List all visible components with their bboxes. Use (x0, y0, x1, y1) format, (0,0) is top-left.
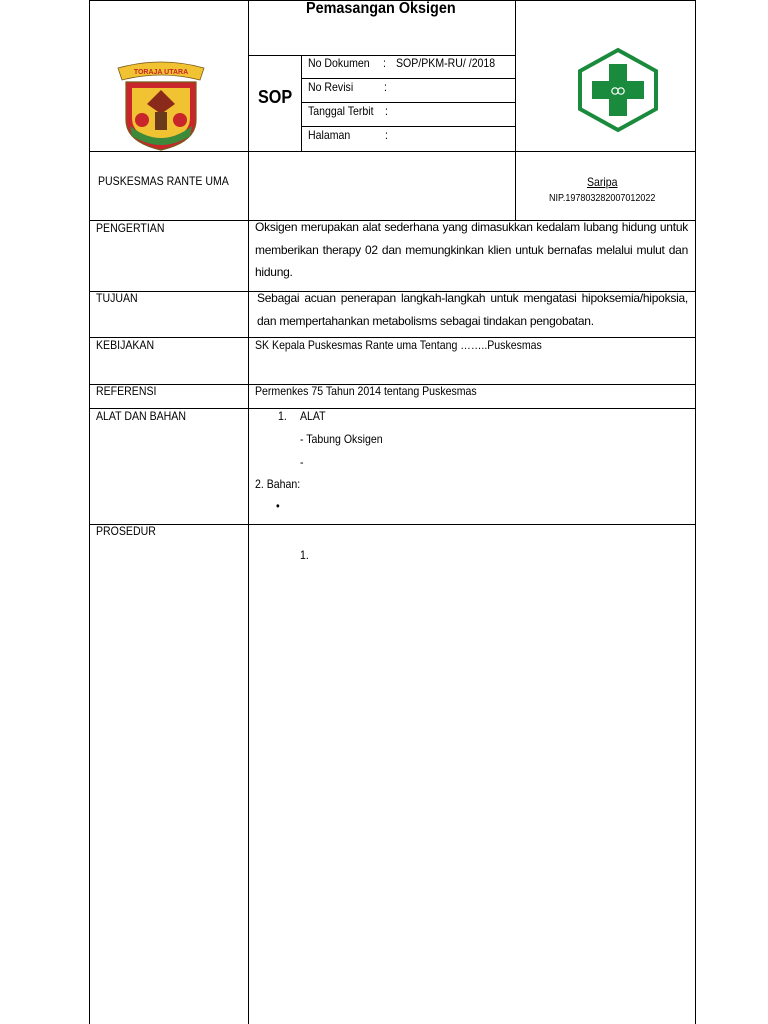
sop-label: SOP (258, 87, 293, 107)
toraja-utara-emblem-icon (112, 54, 210, 152)
border-right (695, 0, 696, 1024)
alat-bahan-label: ALAT DAN BAHAN (96, 409, 186, 423)
signatory-nip: NIP.197803282007012022 (549, 193, 656, 204)
doc-row-sep-halaman: : (385, 128, 388, 142)
border-left (89, 0, 90, 1024)
alat-item-number: 1. (278, 409, 287, 423)
tujuan-text: Sebagai acuan penerapan langkah-langkah untuk mengatasi hipoksemia/hipoksia, dan mempertahankan metabolisms sebagai tindakan pengobatan. (257, 291, 688, 328)
bahan-label: 2. Bahan: (255, 477, 301, 491)
emblem-banner-text: TORAJA UTARA (133, 69, 189, 76)
alat-line: - (300, 455, 304, 469)
alat-item-label: ALAT (300, 409, 326, 423)
doc-row-value-nodokumen: SOP/PKM-RU/ /2018 (396, 56, 496, 70)
doc-row-sep-nodokumen: : (383, 56, 386, 70)
alat-line: - Tabung Oksigen (300, 432, 383, 446)
kebijakan-text: SK Kepala Puskesmas Rante uma Tentang ……..Puskesmas (255, 338, 542, 352)
doc-row-label-halaman: Halaman (308, 128, 351, 142)
doc-row-sep-norevisi: : (384, 80, 387, 94)
bahan-bullet: • (276, 499, 280, 513)
pengertian-text: Oksigen merupakan alat sederhana yang dimasukkan kedalam lubang hidung untuk memberikan therapy 02 dan memungkinkan klien untuk bernafas melalui mulut dan hidung. (255, 220, 688, 279)
prosedur-item-number: 1. (300, 548, 309, 562)
kebijakan-label: KEBIJAKAN (96, 338, 155, 352)
doc-row-label-nodokumen: No Dokumen (308, 56, 370, 70)
divider-logo-column (515, 0, 516, 221)
referensi-text: Permenkes 75 Tahun 2014 tentang Puskesmas (255, 384, 477, 398)
divider-sop-column (301, 55, 302, 152)
organization-name: PUSKESMAS RANTE UMA (98, 174, 229, 188)
puskesmas-cross-icon (574, 44, 662, 134)
document-title: Pemasangan Oksigen (306, 0, 456, 17)
doc-row-label-tanggal: Tanggal Terbit (308, 104, 374, 118)
signatory-name: Saripa (587, 175, 618, 189)
tujuan-label: TUJUAN (96, 291, 138, 305)
doc-row-sep-tanggal: : (385, 104, 388, 118)
divider-label-column (248, 0, 249, 1024)
pengertian-label: PENGERTIAN (96, 221, 165, 235)
referensi-label: REFERENSI (96, 384, 157, 398)
prosedur-label: PROSEDUR (96, 524, 156, 538)
line-alat-bottom (89, 524, 696, 525)
doc-row-label-norevisi: No Revisi (308, 80, 354, 94)
